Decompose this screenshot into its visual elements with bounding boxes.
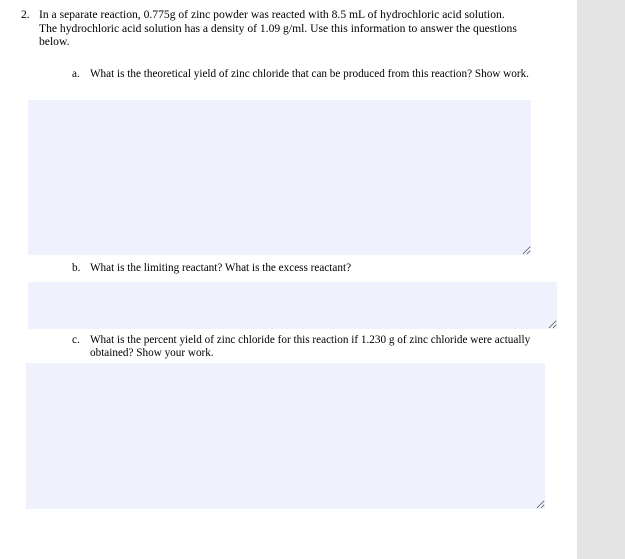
- part-a-text: What is the theoretical yield of zinc chloride that can be produced from this reaction? Show work.: [90, 68, 529, 80]
- right-margin: [577, 0, 625, 559]
- part-b-text: What is the limiting reactant? What is the excess reactant?: [90, 262, 352, 274]
- answer-field-a[interactable]: [28, 100, 531, 255]
- part-c-text: What is the percent yield of zinc chloride for this reaction if 1.230 g of zinc chloride were actually obtained? Show your work.: [90, 334, 531, 360]
- answer-field-b[interactable]: [28, 282, 557, 329]
- part-a-letter: a.: [72, 68, 80, 80]
- part-c-letter: c.: [72, 334, 80, 346]
- question-number: 2.: [21, 8, 30, 21]
- answer-field-c[interactable]: [26, 363, 545, 509]
- part-b-letter: b.: [72, 262, 81, 274]
- question-text: In a separate reaction, 0.775g of zinc powder was reacted with 8.5 mL of hydrochloric acid solution. The hydrochloric acid solution has a density of 1.09 g/ml. Use this information to answer the questions below.: [39, 8, 517, 49]
